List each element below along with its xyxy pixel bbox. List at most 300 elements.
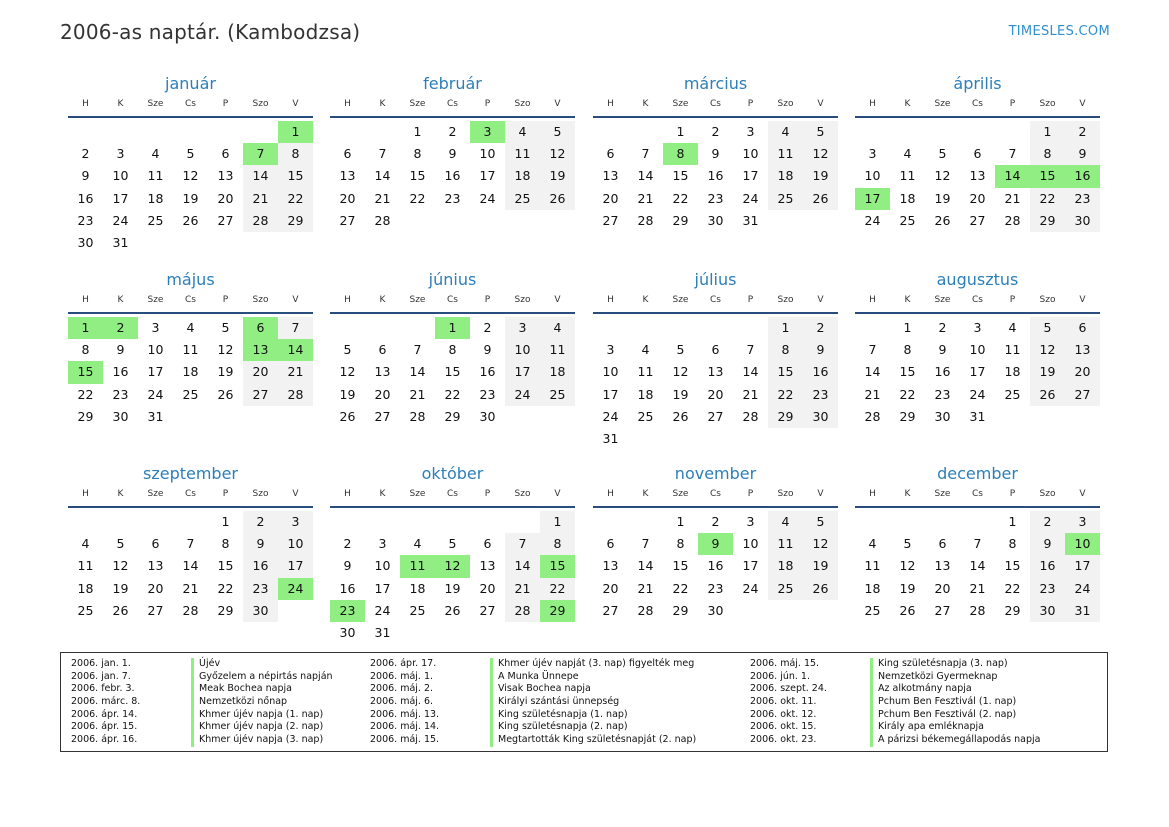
weekday-header bbox=[593, 292, 838, 314]
day-cell: 4 bbox=[413, 536, 422, 552]
day-cell: 14 bbox=[637, 558, 654, 574]
empty-day-cell bbox=[208, 121, 243, 143]
legend-column bbox=[750, 658, 1120, 747]
day-cell: 27 bbox=[602, 212, 619, 228]
day-cell: 25 bbox=[540, 384, 575, 406]
weekday-label: V bbox=[817, 489, 824, 499]
day-cell: 6 bbox=[938, 536, 947, 552]
day-cell: 7 bbox=[278, 317, 313, 339]
empty-day-cell bbox=[505, 622, 540, 644]
day-cell: 31 bbox=[374, 624, 391, 640]
day-cell: 8 bbox=[1008, 536, 1017, 552]
day-cell: 29 bbox=[1004, 602, 1021, 618]
day-cell: 15 bbox=[409, 168, 426, 184]
month-block bbox=[855, 270, 1100, 428]
weekday-label: V bbox=[1079, 489, 1086, 499]
weekday-label: H bbox=[82, 489, 89, 499]
empty-day-cell bbox=[855, 511, 890, 533]
legend-row bbox=[370, 658, 740, 671]
day-cell: 5 bbox=[938, 146, 947, 162]
month-name: szeptember bbox=[142, 464, 238, 483]
weekday-label: H bbox=[82, 295, 89, 305]
day-cell: 5 bbox=[903, 536, 912, 552]
day-cell: 18 bbox=[182, 364, 199, 380]
empty-day-cell bbox=[803, 428, 838, 450]
day-cell: 27 bbox=[374, 408, 391, 424]
empty-day-cell bbox=[400, 511, 435, 533]
day-cell: 18 bbox=[1004, 364, 1021, 380]
day-grid bbox=[855, 121, 1100, 232]
empty-day-cell bbox=[733, 428, 768, 450]
empty-day-cell bbox=[663, 428, 698, 450]
day-cell: 19 bbox=[803, 555, 838, 577]
day-cell: 23 bbox=[707, 190, 724, 206]
day-cell: 3 bbox=[470, 121, 505, 143]
weekday-label: Sze bbox=[672, 295, 689, 305]
weekday-label: H bbox=[607, 99, 614, 109]
day-cell: 10 bbox=[278, 533, 313, 555]
day-cell: 12 bbox=[217, 342, 234, 358]
weekday-label: Sze bbox=[147, 99, 164, 109]
weekday-label: Sze bbox=[672, 489, 689, 499]
empty-day-cell bbox=[925, 511, 960, 533]
day-cell: 30 bbox=[339, 624, 356, 640]
day-cell: 17 bbox=[112, 190, 129, 206]
weekday-header bbox=[68, 292, 313, 314]
day-cell: 11 bbox=[182, 342, 199, 358]
holiday-name: Nemzetközi nőnap bbox=[191, 696, 287, 709]
empty-day-cell bbox=[330, 317, 365, 339]
day-cell: 26 bbox=[112, 602, 129, 618]
holiday-date: 2006. okt. 11. bbox=[750, 696, 817, 708]
day-cell: 3 bbox=[746, 514, 755, 529]
empty-day-cell bbox=[138, 121, 173, 143]
holiday-name: Újév bbox=[191, 658, 220, 671]
day-cell: 10 bbox=[742, 536, 759, 552]
empty-day-cell bbox=[435, 622, 470, 644]
day-cell: 4 bbox=[151, 146, 160, 162]
day-cell: 19 bbox=[803, 165, 838, 187]
day-cell: 9 bbox=[938, 342, 947, 358]
day-cell: 13 bbox=[602, 168, 619, 184]
day-cell: 25 bbox=[147, 212, 164, 228]
empty-day-cell bbox=[733, 600, 768, 622]
weekday-label: P bbox=[222, 489, 229, 499]
empty-day-cell bbox=[855, 317, 890, 339]
day-cell: 14 bbox=[182, 558, 199, 574]
holiday-date: 2006. márc. 8. bbox=[71, 696, 141, 708]
weekday-label: K bbox=[642, 489, 649, 499]
day-cell: 26 bbox=[1030, 384, 1065, 406]
month-name: június bbox=[428, 270, 477, 289]
day-cell: 30 bbox=[479, 408, 496, 424]
day-cell: 21 bbox=[505, 578, 540, 600]
empty-day-cell bbox=[505, 406, 540, 428]
day-cell: 13 bbox=[147, 558, 164, 574]
empty-day-cell bbox=[960, 121, 995, 143]
weekday-header bbox=[68, 96, 313, 118]
day-cell: 20 bbox=[602, 580, 619, 596]
day-cell: 4 bbox=[1008, 320, 1017, 335]
day-cell: 24 bbox=[1065, 578, 1100, 600]
day-cell: 6 bbox=[483, 536, 492, 552]
day-cell: 5 bbox=[116, 536, 125, 552]
day-cell: 9 bbox=[1030, 533, 1065, 555]
day-cell: 28 bbox=[182, 602, 199, 618]
day-cell: 12 bbox=[803, 533, 838, 555]
day-cell: 3 bbox=[746, 124, 755, 139]
day-cell: 3 bbox=[378, 536, 387, 552]
month-name: november bbox=[674, 464, 757, 483]
day-cell: 1 bbox=[903, 320, 912, 335]
day-cell: 20 bbox=[339, 190, 356, 206]
day-grid bbox=[68, 121, 313, 254]
day-cell: 28 bbox=[864, 408, 881, 424]
holiday-name: Pchum Ben Fesztivál (1. nap) bbox=[870, 696, 1016, 709]
empty-day-cell bbox=[505, 210, 540, 232]
day-cell: 11 bbox=[147, 168, 164, 184]
empty-day-cell bbox=[365, 317, 400, 339]
day-cell: 14 bbox=[409, 364, 426, 380]
day-cell: 22 bbox=[278, 188, 313, 210]
day-cell: 5 bbox=[186, 146, 195, 162]
day-grid bbox=[593, 121, 838, 232]
empty-day-cell bbox=[278, 232, 313, 254]
day-cell: 15 bbox=[672, 168, 689, 184]
weekday-label: Cs bbox=[710, 489, 721, 499]
empty-day-cell bbox=[173, 406, 208, 428]
day-cell: 12 bbox=[934, 168, 951, 184]
day-cell: 2 bbox=[1065, 121, 1100, 143]
empty-day-cell bbox=[925, 121, 960, 143]
day-cell: 18 bbox=[768, 555, 803, 577]
day-cell: 7 bbox=[868, 342, 877, 358]
day-cell: 4 bbox=[186, 320, 195, 335]
day-cell: 11 bbox=[1004, 342, 1021, 358]
weekday-label: H bbox=[869, 99, 876, 109]
day-cell: 21 bbox=[278, 361, 313, 383]
day-cell: 29 bbox=[899, 408, 916, 424]
month-name: október bbox=[421, 464, 484, 483]
day-cell: 15 bbox=[217, 558, 234, 574]
weekday-label: K bbox=[117, 295, 124, 305]
weekday-label: H bbox=[607, 489, 614, 499]
weekday-label: P bbox=[484, 489, 491, 499]
weekday-label: P bbox=[484, 99, 491, 109]
day-cell: 27 bbox=[479, 602, 496, 618]
day-cell: 22 bbox=[217, 580, 234, 596]
month-block bbox=[68, 270, 313, 428]
empty-day-cell bbox=[103, 121, 138, 143]
weekday-header bbox=[855, 486, 1100, 508]
day-grid bbox=[330, 317, 575, 428]
weekday-label: P bbox=[484, 295, 491, 305]
empty-day-cell bbox=[663, 317, 698, 339]
day-cell: 21 bbox=[409, 386, 426, 402]
weekday-label: K bbox=[642, 295, 649, 305]
day-cell: 18 bbox=[864, 580, 881, 596]
legend-row bbox=[370, 721, 740, 734]
weekday-label: Sze bbox=[147, 489, 164, 499]
month-name: március bbox=[683, 74, 748, 93]
weekday-label: Szo bbox=[1039, 99, 1056, 109]
day-cell: 19 bbox=[339, 386, 356, 402]
month-block bbox=[330, 74, 575, 232]
day-cell: 8 bbox=[903, 342, 912, 358]
day-cell: 23 bbox=[479, 386, 496, 402]
empty-day-cell bbox=[628, 121, 663, 143]
month-name: augusztus bbox=[936, 270, 1019, 289]
day-cell: 8 bbox=[278, 143, 313, 165]
day-cell: 26 bbox=[672, 408, 689, 424]
day-cell: 6 bbox=[343, 146, 352, 162]
day-cell: 3 bbox=[278, 511, 313, 533]
weekday-label: Cs bbox=[447, 295, 458, 305]
day-cell: 27 bbox=[707, 408, 724, 424]
legend-row bbox=[370, 683, 740, 696]
day-cell: 25 bbox=[864, 602, 881, 618]
month-name: május bbox=[166, 270, 215, 289]
day-cell: 28 bbox=[742, 408, 759, 424]
day-cell: 11 bbox=[899, 168, 916, 184]
holiday-date: 2006. máj. 13. bbox=[370, 708, 440, 720]
holiday-date: 2006. máj. 1. bbox=[370, 670, 434, 682]
month-name: július bbox=[694, 270, 737, 289]
holiday-date: 2006. jún. 1. bbox=[750, 670, 811, 682]
empty-day-cell bbox=[890, 121, 925, 143]
weekday-label: P bbox=[1009, 489, 1016, 499]
empty-day-cell bbox=[768, 600, 803, 622]
day-cell: 25 bbox=[899, 212, 916, 228]
day-cell: 29 bbox=[217, 602, 234, 618]
day-cell: 16 bbox=[707, 168, 724, 184]
day-cell: 28 bbox=[969, 602, 986, 618]
day-cell: 24 bbox=[742, 580, 759, 596]
day-cell: 20 bbox=[217, 190, 234, 206]
day-cell: 10 bbox=[374, 558, 391, 574]
day-cell: 6 bbox=[221, 146, 230, 162]
weekday-label: P bbox=[222, 295, 229, 305]
day-grid bbox=[855, 317, 1100, 428]
day-cell: 22 bbox=[444, 386, 461, 402]
day-cell: 2 bbox=[343, 536, 352, 552]
day-grid bbox=[855, 511, 1100, 622]
holiday-name: Khmer újév napját (3. nap) figyelték meg bbox=[490, 658, 694, 671]
day-cell: 16 bbox=[1030, 555, 1065, 577]
empty-day-cell bbox=[400, 317, 435, 339]
day-cell: 15 bbox=[768, 361, 803, 383]
weekday-label: Szo bbox=[777, 295, 794, 305]
day-cell: 8 bbox=[663, 143, 698, 165]
day-cell: 6 bbox=[151, 536, 160, 552]
day-grid bbox=[330, 511, 575, 644]
legend-row bbox=[750, 683, 1120, 696]
day-cell: 13 bbox=[934, 558, 951, 574]
day-cell: 17 bbox=[742, 558, 759, 574]
holiday-name: Győzelem a népirtás napján bbox=[191, 671, 333, 684]
holiday-name: Az alkotmány napja bbox=[870, 683, 972, 696]
day-cell: 25 bbox=[1004, 386, 1021, 402]
weekday-label: Cs bbox=[710, 295, 721, 305]
day-cell: 8 bbox=[221, 536, 230, 552]
day-cell: 16 bbox=[479, 364, 496, 380]
weekday-label: Cs bbox=[447, 99, 458, 109]
day-cell: 29 bbox=[672, 602, 689, 618]
weekday-label: H bbox=[344, 489, 351, 499]
weekday-label: Sze bbox=[147, 295, 164, 305]
day-cell: 9 bbox=[1065, 143, 1100, 165]
weekday-label: Szo bbox=[514, 99, 531, 109]
day-cell: 16 bbox=[707, 558, 724, 574]
day-cell: 23 bbox=[243, 578, 278, 600]
legend-row bbox=[750, 709, 1120, 722]
day-cell: 26 bbox=[899, 602, 916, 618]
day-cell: 14 bbox=[969, 558, 986, 574]
day-cell: 30 bbox=[707, 602, 724, 618]
weekday-label: P bbox=[1009, 99, 1016, 109]
day-cell: 2 bbox=[483, 320, 492, 335]
day-cell: 16 bbox=[934, 364, 951, 380]
weekday-label: K bbox=[117, 99, 124, 109]
holiday-date: 2006. máj. 14. bbox=[370, 721, 440, 733]
legend-row bbox=[750, 658, 1120, 671]
day-cell: 24 bbox=[742, 190, 759, 206]
day-cell: 27 bbox=[934, 602, 951, 618]
day-cell: 7 bbox=[1008, 146, 1017, 162]
brand-link[interactable]: TIMESLES.COM bbox=[1008, 24, 1110, 39]
day-cell: 9 bbox=[116, 342, 125, 358]
holiday-name: King születésnapja (3. nap) bbox=[870, 658, 1008, 671]
empty-day-cell bbox=[540, 210, 575, 232]
day-cell: 24 bbox=[479, 190, 496, 206]
day-cell: 3 bbox=[973, 320, 982, 335]
day-cell: 24 bbox=[112, 212, 129, 228]
day-cell: 3 bbox=[505, 317, 540, 339]
day-cell: 6 bbox=[606, 146, 615, 162]
day-cell: 1 bbox=[1008, 514, 1017, 529]
day-cell: 22 bbox=[409, 190, 426, 206]
day-cell: 24 bbox=[864, 212, 881, 228]
weekday-label: Cs bbox=[185, 489, 196, 499]
day-cell: 13 bbox=[707, 364, 724, 380]
holiday-date: 2006. ápr. 15. bbox=[71, 721, 138, 733]
day-cell: 13 bbox=[217, 168, 234, 184]
day-cell: 18 bbox=[540, 361, 575, 383]
day-cell: 13 bbox=[602, 558, 619, 574]
day-cell: 6 bbox=[711, 342, 720, 358]
empty-day-cell bbox=[330, 121, 365, 143]
day-cell: 12 bbox=[1030, 339, 1065, 361]
day-cell: 29 bbox=[540, 600, 575, 622]
day-cell: 11 bbox=[540, 339, 575, 361]
day-cell: 21 bbox=[742, 386, 759, 402]
holiday-name: Meak Bochea napja bbox=[191, 683, 292, 696]
day-cell: 7 bbox=[505, 533, 540, 555]
day-cell: 5 bbox=[1030, 317, 1065, 339]
day-cell: 20 bbox=[602, 190, 619, 206]
weekday-label: V bbox=[554, 99, 561, 109]
weekday-label: H bbox=[344, 295, 351, 305]
day-cell: 1 bbox=[278, 121, 313, 143]
day-grid bbox=[330, 121, 575, 232]
legend-row bbox=[370, 734, 740, 747]
day-cell: 15 bbox=[899, 364, 916, 380]
page-title: 2006-as naptár. (Kambodzsa) bbox=[60, 20, 361, 44]
day-cell: 4 bbox=[540, 317, 575, 339]
day-cell: 1 bbox=[413, 124, 422, 139]
day-cell: 17 bbox=[505, 361, 540, 383]
holiday-date: 2006. ápr. 14. bbox=[71, 708, 138, 720]
empty-day-cell bbox=[733, 317, 768, 339]
day-cell: 26 bbox=[803, 578, 838, 600]
day-cell: 20 bbox=[243, 361, 278, 383]
day-cell: 19 bbox=[1030, 361, 1065, 383]
month-block bbox=[593, 464, 838, 622]
weekday-label: Szo bbox=[252, 99, 269, 109]
weekday-label: Szo bbox=[777, 99, 794, 109]
day-cell: 16 bbox=[1065, 165, 1100, 187]
day-cell: 7 bbox=[243, 143, 278, 165]
weekday-label: H bbox=[869, 295, 876, 305]
empty-day-cell bbox=[278, 600, 313, 622]
day-cell: 30 bbox=[77, 234, 94, 250]
weekday-label: V bbox=[554, 295, 561, 305]
empty-day-cell bbox=[435, 210, 470, 232]
day-cell: 31 bbox=[147, 408, 164, 424]
day-cell: 1 bbox=[676, 124, 685, 139]
weekday-label: P bbox=[1009, 295, 1016, 305]
weekday-header bbox=[330, 292, 575, 314]
weekday-label: Cs bbox=[972, 99, 983, 109]
day-cell: 10 bbox=[479, 146, 496, 162]
weekday-header bbox=[68, 486, 313, 508]
holiday-name: Khmer újév napja (2. nap) bbox=[191, 721, 323, 734]
day-cell: 22 bbox=[672, 580, 689, 596]
day-cell: 7 bbox=[641, 146, 650, 162]
month-block bbox=[855, 464, 1100, 622]
day-cell: 12 bbox=[540, 143, 575, 165]
weekday-label: Cs bbox=[185, 99, 196, 109]
day-cell: 15 bbox=[540, 555, 575, 577]
day-cell: 28 bbox=[374, 212, 391, 228]
empty-day-cell bbox=[243, 121, 278, 143]
day-cell: 20 bbox=[1065, 361, 1100, 383]
weekday-label: Sze bbox=[409, 99, 426, 109]
day-cell: 10 bbox=[602, 364, 619, 380]
day-cell: 3 bbox=[151, 320, 160, 335]
weekday-label: K bbox=[117, 489, 124, 499]
day-cell: 29 bbox=[1030, 210, 1065, 232]
day-cell: 31 bbox=[742, 212, 759, 228]
weekday-label: Sze bbox=[409, 489, 426, 499]
day-cell: 5 bbox=[540, 121, 575, 143]
day-cell: 27 bbox=[243, 384, 278, 406]
day-cell: 25 bbox=[182, 386, 199, 402]
day-cell: 21 bbox=[243, 188, 278, 210]
day-cell: 30 bbox=[934, 408, 951, 424]
day-cell: 11 bbox=[864, 558, 881, 574]
holiday-date: 2006. máj. 6. bbox=[370, 696, 434, 708]
day-cell: 20 bbox=[934, 580, 951, 596]
holiday-date: 2006. okt. 15. bbox=[750, 721, 817, 733]
weekday-label: H bbox=[869, 489, 876, 499]
legend-row bbox=[750, 734, 1120, 747]
holiday-name: Visak Bochea napja bbox=[490, 683, 591, 696]
day-cell: 30 bbox=[243, 600, 278, 622]
day-cell: 28 bbox=[1004, 212, 1021, 228]
day-cell: 10 bbox=[147, 342, 164, 358]
empty-day-cell bbox=[803, 210, 838, 232]
